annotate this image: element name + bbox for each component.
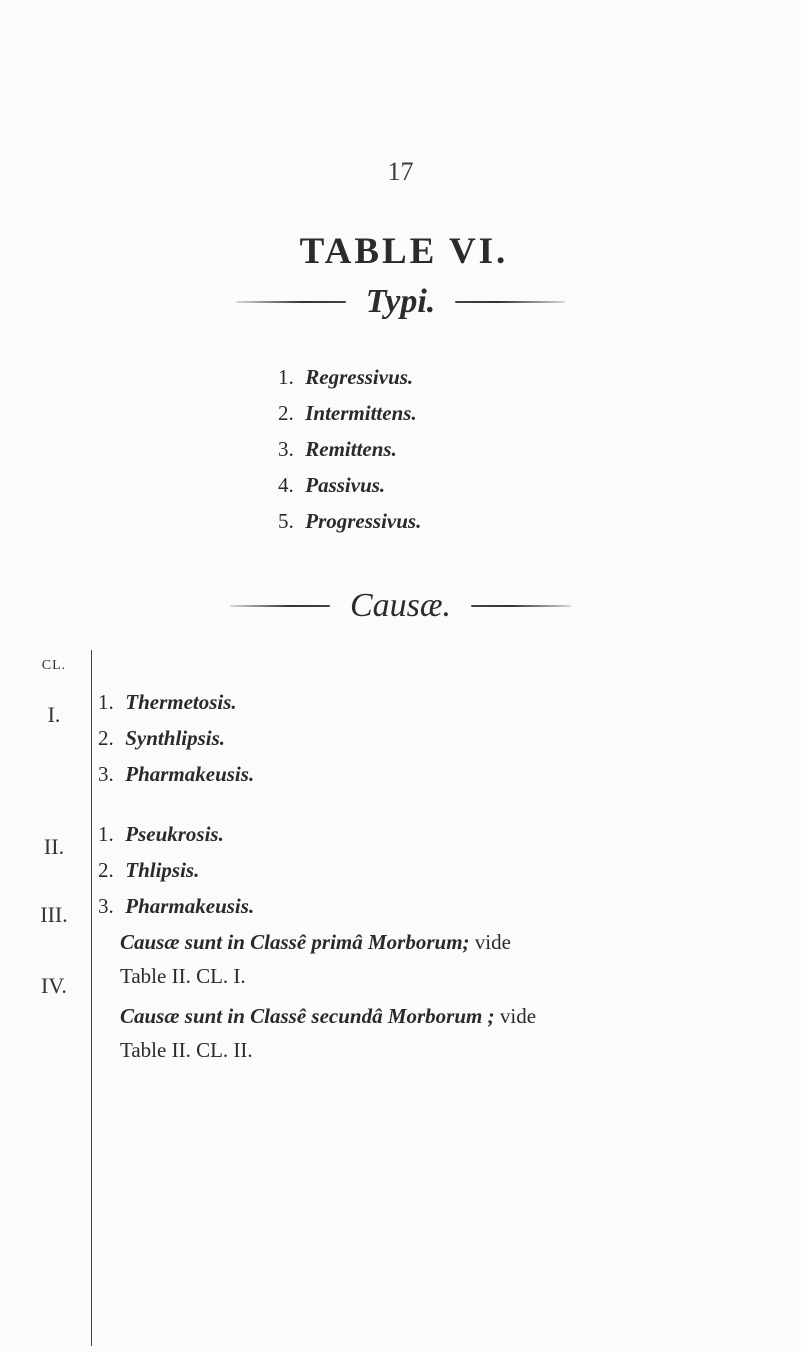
causae-heading bbox=[0, 581, 801, 631]
typi-item bbox=[278, 359, 421, 395]
ornament-rule-right bbox=[455, 301, 565, 303]
typi-item bbox=[278, 503, 421, 539]
typi-item-name: Passivus. bbox=[305, 473, 386, 497]
causa-item bbox=[98, 726, 225, 751]
typi-item-name: Remittens. bbox=[305, 437, 397, 461]
class-label: III. bbox=[40, 902, 68, 927]
ornament-rule-right bbox=[471, 605, 571, 607]
causa-item-name: Synthlipsis. bbox=[125, 726, 226, 750]
typi-item bbox=[278, 431, 421, 467]
causa-item-number: 3. bbox=[98, 894, 114, 918]
causa-item-name: Pseukrosis. bbox=[125, 822, 224, 846]
causa-item-number: 2. bbox=[98, 858, 114, 882]
causa-item bbox=[98, 762, 254, 787]
causa-item bbox=[98, 858, 199, 883]
causa-item-number: 3. bbox=[98, 762, 114, 786]
typi-title: Typi. bbox=[365, 283, 436, 320]
ornament-rule-left bbox=[236, 301, 346, 303]
typi-item-name: Intermittens. bbox=[305, 401, 417, 425]
typi-item-number: 1. bbox=[278, 365, 294, 389]
class-column-header: CL. bbox=[41, 658, 67, 673]
typi-item bbox=[278, 467, 421, 503]
typi-item-number: 2. bbox=[278, 401, 294, 425]
page-title: TABLE VI. bbox=[299, 231, 509, 272]
causae-title: Causæ. bbox=[349, 587, 452, 624]
class-note-text: Causæ sunt in Classê primâ Morborum; bbox=[120, 930, 470, 954]
typi-item-name: Regressivus. bbox=[305, 365, 414, 389]
class-note bbox=[120, 930, 511, 955]
causa-item bbox=[98, 822, 224, 847]
typi-item-number: 4. bbox=[278, 473, 294, 497]
class-note-vide: vide bbox=[494, 1004, 537, 1028]
causa-item-number: 1. bbox=[98, 822, 114, 846]
causa-item-number: 1. bbox=[98, 690, 114, 714]
class-note-vide: vide bbox=[469, 930, 511, 954]
class-label: I. bbox=[47, 702, 61, 727]
causa-item-number: 2. bbox=[98, 726, 114, 750]
causa-item bbox=[98, 894, 254, 919]
typi-item bbox=[278, 395, 421, 431]
class-label: IV. bbox=[41, 973, 67, 998]
class-note-text: Causæ sunt in Classê secundâ Morborum ; bbox=[120, 1004, 495, 1028]
typi-heading bbox=[0, 277, 801, 327]
class-label: II. bbox=[43, 834, 65, 859]
causa-item-name: Thlipsis. bbox=[125, 858, 200, 882]
class-divider bbox=[91, 650, 92, 1346]
typi-item-name: Progressivus. bbox=[305, 509, 422, 533]
ornament-rule-left bbox=[230, 605, 330, 607]
causa-item-name: Pharmakeusis. bbox=[125, 762, 255, 786]
page-number: 17 bbox=[387, 157, 414, 186]
causa-item-name: Pharmakeusis. bbox=[125, 894, 255, 918]
causa-item-name: Thermetosis. bbox=[125, 690, 237, 714]
typi-item-number: 3. bbox=[278, 437, 294, 461]
typi-item-number: 5. bbox=[278, 509, 294, 533]
class-note-reference: Table II. CL. I. bbox=[120, 964, 246, 988]
typi-list bbox=[278, 359, 421, 539]
class-column bbox=[20, 650, 90, 1350]
class-note-reference: Table II. CL. II. bbox=[120, 1038, 253, 1062]
class-note bbox=[120, 1004, 536, 1029]
causa-item bbox=[98, 690, 237, 715]
